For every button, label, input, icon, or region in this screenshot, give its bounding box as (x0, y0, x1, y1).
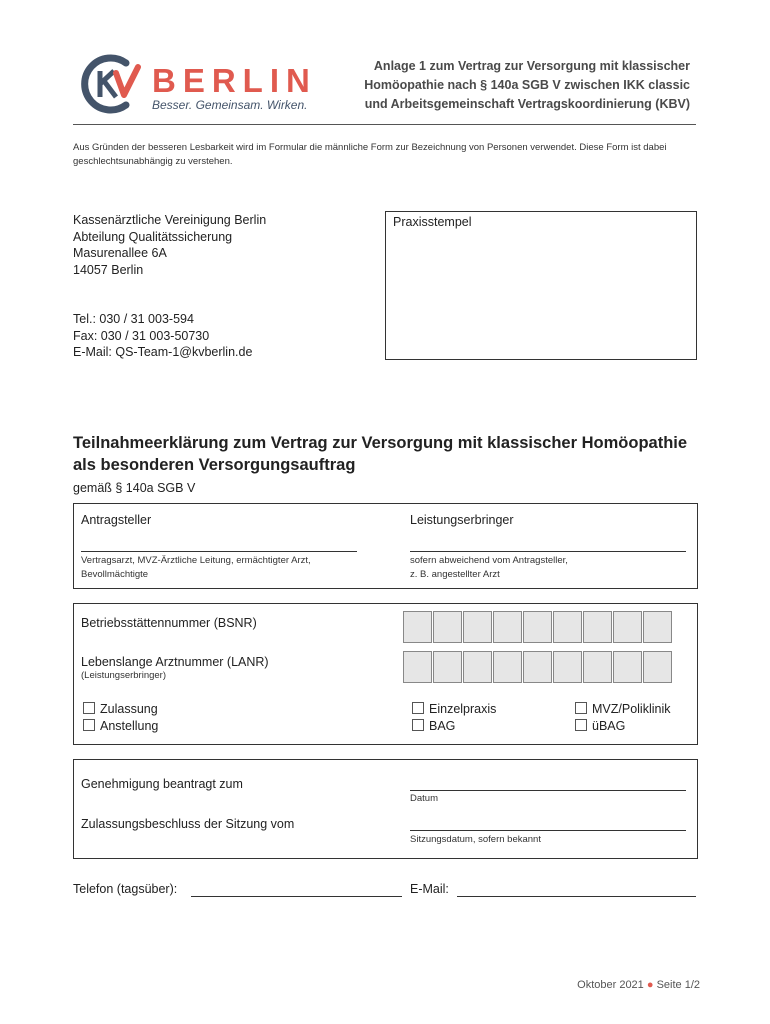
lanr-digit[interactable] (523, 651, 552, 683)
checkbox-icon[interactable] (575, 702, 587, 714)
address-line: 14057 Berlin (73, 262, 144, 277)
page-footer (577, 979, 700, 991)
lanr-digit[interactable] (553, 651, 582, 683)
form-heading: Teilnahmeerklärung zum Vertrag zur Versorgung mit klassischer Homöopathie als besonderen Versorgungsauftrag (73, 434, 688, 474)
approval-date-hint: Datum (410, 793, 438, 804)
checkbox-einzelpraxis[interactable] (412, 702, 496, 719)
checkbox-uebag[interactable] (575, 719, 671, 736)
lanr-hint: (Leistungserbringer) (81, 670, 167, 681)
annex-title-line: Anlage 1 zum Vertrag zur Versorgung mit klassischer (373, 59, 690, 73)
annex-title-line: Homöopathie nach § 140a SGB V zwischen IKK classic (364, 78, 690, 92)
address-line: Abteilung Qualitätssicherung (73, 229, 233, 244)
checkbox-label: Zulassung (100, 702, 158, 716)
recipient-address (73, 212, 266, 361)
session-label: Zulassungsbeschluss der Sitzung vom (81, 817, 295, 831)
address-line: Masurenallee 6A (73, 246, 167, 260)
contact-line: Fax: 030 / 31 003-50730 (73, 328, 210, 343)
checkbox-label: BAG (429, 719, 456, 733)
logo-tagline: Besser. Gemeinsam. Wirken. (152, 98, 308, 112)
bsnr-label: Betriebsstättennummer (BSNR) (81, 616, 257, 630)
checkbox-anstellung[interactable] (83, 719, 158, 736)
lanr-input[interactable] (403, 651, 673, 683)
form-subheading: gemäß § 140a SGB V (73, 481, 196, 495)
footer-page: Seite 1/2 (656, 979, 700, 991)
session-date-hint: Sitzungsdatum, sofern bekannt (410, 834, 541, 845)
checkbox-icon[interactable] (83, 702, 95, 714)
applicant-hint (81, 554, 371, 582)
lanr-digit[interactable] (403, 651, 432, 683)
checkbox-label: Anstellung (100, 719, 159, 733)
address-line: Kassenärztliche Vereinigung Berlin (73, 213, 267, 227)
checkbox-icon[interactable] (83, 719, 95, 731)
annex-title-line: und Arbeitsgemeinschaft Vertragskoordinierung (KBV) (364, 97, 690, 111)
phone-label: Telefon (tagsüber): (73, 882, 178, 896)
lanr-digit[interactable] (613, 651, 642, 683)
bsnr-digit[interactable] (433, 611, 462, 643)
lanr-digit[interactable] (493, 651, 522, 683)
bsnr-digit[interactable] (523, 611, 552, 643)
practice-numbers-section (73, 603, 698, 745)
bsnr-digit[interactable] (583, 611, 612, 643)
practice-stamp-field[interactable] (385, 211, 697, 360)
checkbox-label: Einzelpraxis (429, 702, 497, 716)
bsnr-digit[interactable] (613, 611, 642, 643)
contact-line: E-Mail: QS-Team-1@kvberlin.de (73, 345, 253, 359)
checkbox-label: üBAG (592, 719, 626, 733)
checkbox-label: MVZ/Poliklinik (592, 702, 671, 716)
bsnr-digit[interactable] (463, 611, 492, 643)
session-date-line[interactable] (410, 830, 686, 831)
lanr-digit[interactable] (643, 651, 672, 683)
practice-stamp-label: Praxisstempel (393, 215, 472, 229)
kv-logo-icon (80, 53, 144, 115)
email-label: E-Mail: (410, 882, 449, 896)
approval-date-line[interactable] (410, 790, 686, 791)
checkbox-icon[interactable] (412, 702, 424, 714)
checkbox-icon[interactable] (575, 719, 587, 731)
checkbox-zulassung[interactable] (83, 702, 158, 719)
email-input-line[interactable] (457, 896, 696, 897)
provider-hint (410, 554, 568, 582)
applicant-label: Antragsteller (81, 513, 152, 527)
lanr-digit[interactable] (463, 651, 492, 683)
bsnr-digit[interactable] (553, 611, 582, 643)
contact-line: Tel.: 030 / 31 003-594 (73, 312, 194, 326)
provider-label: Leistungserbringer (410, 513, 514, 527)
checkbox-mvz[interactable] (575, 702, 671, 719)
applicant-hint-line: Vertragsarzt, MVZ-Ärztliche Leitung, ermächtigter Arzt, (81, 555, 311, 566)
phone-input-line[interactable] (191, 896, 402, 897)
footer-bullet-icon: ● (646, 979, 654, 991)
provider-input-line[interactable] (410, 551, 686, 552)
provider-hint-line: sofern abweichend vom Antragsteller, (410, 555, 568, 566)
applicant-hint-line: Bevollmächtigte (81, 569, 149, 580)
header-divider (73, 124, 696, 125)
intro-note: Aus Gründen der besseren Lesbarkeit wird im Formular die männliche Form zur Bezeichnung von Personen verwendet. Diese Form ist dabei geschlechtsunabhängig zu verstehen. (73, 142, 667, 167)
applicant-input-line[interactable] (81, 551, 357, 552)
annex-title (310, 57, 690, 114)
lanr-digit[interactable] (433, 651, 462, 683)
provider-hint-line: z. B. angestellter Arzt (410, 569, 500, 580)
logo-text: BERLIN (152, 62, 317, 99)
checkbox-bag[interactable] (412, 719, 496, 736)
bsnr-digit[interactable] (493, 611, 522, 643)
applicant-section (73, 503, 698, 589)
footer-date: Oktober 2021 (577, 979, 644, 991)
bsnr-digit[interactable] (643, 611, 672, 643)
lanr-label: Lebenslange Arztnummer (LANR) (81, 655, 269, 669)
approval-section (73, 759, 698, 859)
approval-label: Genehmigung beantragt zum (81, 777, 243, 791)
checkbox-icon[interactable] (412, 719, 424, 731)
bsnr-digit[interactable] (403, 611, 432, 643)
lanr-digit[interactable] (583, 651, 612, 683)
bsnr-input[interactable] (403, 611, 673, 643)
